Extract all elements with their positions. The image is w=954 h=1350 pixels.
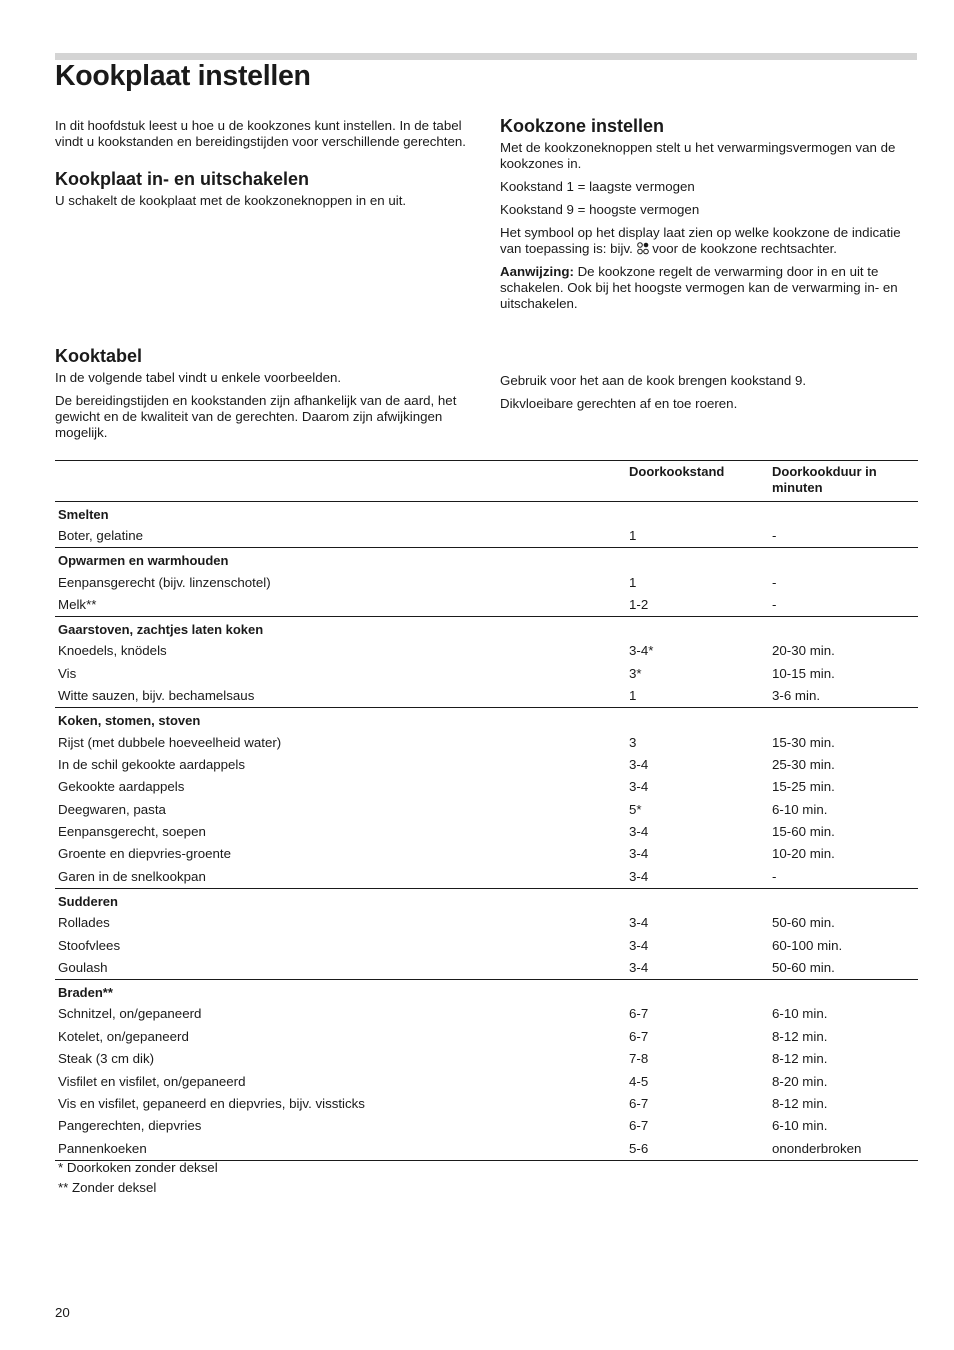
note-paragraph xyxy=(500,264,918,312)
table-group-row xyxy=(55,617,918,641)
kookzone-paragraph-1: Met de kookzoneknoppen stelt u het verwarmingsvermogen van de kookzones in. xyxy=(500,140,896,171)
table-row xyxy=(55,571,918,593)
kookzone-paragraph-4 xyxy=(500,225,918,257)
table-cell-stand: 3-4 xyxy=(629,779,649,795)
table-cell-stand: 3-4 xyxy=(629,824,649,840)
section-heading-onoff: Kookplaat in- en uitschakelen xyxy=(55,169,310,189)
table-row xyxy=(55,957,918,980)
kooktabel-left-column xyxy=(55,345,473,448)
table-cell-dish: Boter, gelatine xyxy=(55,525,627,548)
page-title: Kookplaat instellen xyxy=(55,60,311,92)
table-cell-duur: 20-30 min. xyxy=(772,643,835,659)
table-group-row xyxy=(55,980,918,1004)
table-cell-dish: Eenpansgerecht (bijv. linzenschotel) xyxy=(58,574,271,590)
header-doorkookduur: Doorkookduur in minuten xyxy=(770,461,918,502)
header-doorkookstand: Doorkookstand xyxy=(627,461,770,502)
table-cell-dish: Vis xyxy=(58,665,77,681)
table-cell-dish: Kotelet, on/gepaneerd xyxy=(58,1028,189,1044)
table-cell-duur: 10-15 min. xyxy=(772,665,835,681)
table-cell-duur: 8-12 min. xyxy=(772,1028,828,1044)
table-group-row xyxy=(55,548,918,572)
symbol-text-after: voor de kookzone rechtsachter. xyxy=(648,241,837,256)
table-group-title: Smelten xyxy=(58,507,109,522)
table-cell-duur: 25-30 min. xyxy=(772,756,835,772)
table-cell-duur: 6-10 min. xyxy=(772,801,828,817)
table-cell-stand: 5-6 xyxy=(627,1138,770,1161)
top-rule xyxy=(55,53,917,60)
table-group-row xyxy=(55,708,918,732)
table-cell-duur: 3-6 min. xyxy=(770,685,918,708)
intro-paragraph: In dit hoofdstuk leest u hoe u de kookzones kunt instellen. In de tabel vindt u kookstanden en bereidingstijden voor verschillende gerechten. xyxy=(55,118,466,149)
table-group-title: Sudderen xyxy=(58,894,118,910)
table-row xyxy=(55,1070,918,1092)
table-cell-dish: Groente en diepvries-groente xyxy=(58,846,231,862)
table-cell-duur: 8-20 min. xyxy=(772,1073,828,1089)
header-dish xyxy=(55,461,627,502)
table-cell-stand: 1 xyxy=(627,685,770,708)
table-cell-duur: 50-60 min. xyxy=(772,915,835,931)
table-cell-stand: 3 xyxy=(629,734,637,750)
table-cell-duur: 15-60 min. xyxy=(772,824,835,840)
table-cell-duur: 60-100 min. xyxy=(772,937,843,953)
table-group-title: Braden** xyxy=(58,985,113,1001)
table-cell-stand: 6-7 xyxy=(629,1006,649,1022)
table-cell-dish: Schnitzel, on/gepaneerd xyxy=(58,1006,202,1022)
table-cell-dish: Steak (3 cm dik) xyxy=(58,1051,155,1067)
table-cell-dish: Gekookte aardappels xyxy=(58,779,185,795)
table-cell-dish: Witte sauzen, bijv. bechamelsaus xyxy=(55,685,627,708)
table-cell-dish: Rijst (met dubbele hoeveelheid water) xyxy=(58,734,282,750)
table-cell-stand: 3-4 xyxy=(627,957,770,980)
kooktabel-tip-2: Dikvloeibare gerechten af en toe roeren. xyxy=(500,396,738,411)
note-label: Aanwijzing: xyxy=(500,264,574,279)
table-row xyxy=(55,934,918,956)
table-row xyxy=(55,663,918,685)
table-cell-duur: 8-12 min. xyxy=(772,1051,828,1067)
note-text: De kookzone regelt de verwarming door in en uit te schakelen. Ook bij het hoogste vermogen kan de verwarming in- en uitschakelen. xyxy=(500,264,898,311)
footnotes xyxy=(58,1158,218,1198)
table-cell-dish: Deegwaren, pasta xyxy=(58,801,166,817)
table-cell-dish: Melk** xyxy=(55,594,627,617)
left-intro-column xyxy=(55,118,473,216)
table-row xyxy=(55,1003,918,1025)
table-row xyxy=(55,799,918,821)
table-body xyxy=(55,502,918,1161)
table-row xyxy=(55,754,918,776)
table-cell-stand: 5* xyxy=(629,801,642,817)
kooktabel-paragraph-2: De bereidingstijden en kookstanden zijn afhankelijk van de aard, het gewicht en de kwaliteit van de gerechten. Daarom zijn afwijkingen mogelijk. xyxy=(55,393,457,440)
table-cell-duur: - xyxy=(770,594,918,617)
table-row xyxy=(55,1048,918,1070)
table-cell-stand: 3* xyxy=(629,665,642,681)
table-cell-stand: 3-4 xyxy=(629,846,649,862)
table-row xyxy=(55,912,918,934)
table-cell-stand: 3-4* xyxy=(629,643,654,659)
table-row xyxy=(55,843,918,865)
table-cell-dish: Visfilet en visfilet, on/gepaneerd xyxy=(58,1073,246,1089)
table-row xyxy=(55,594,918,617)
table-cell-duur: 6-10 min. xyxy=(772,1118,828,1134)
kookzone-paragraph-3: Kookstand 9 = hoogste vermogen xyxy=(500,202,700,217)
table-cell-dish: Garen in de snelkookpan xyxy=(55,866,627,889)
section-heading-kooktabel: Kooktabel xyxy=(55,346,143,366)
table-row xyxy=(55,821,918,843)
table-cell-stand: 3-4 xyxy=(629,756,649,772)
onoff-paragraph: U schakelt de kookplaat met de kookzoneknoppen in en uit. xyxy=(55,193,407,208)
table-cell-stand: 3-4 xyxy=(627,866,770,889)
table-row xyxy=(55,640,918,662)
table-cell-duur: 10-20 min. xyxy=(772,846,835,862)
table-cell-dish: Stoofvlees xyxy=(58,937,121,953)
kooktabel-paragraph-1: In de volgende tabel vindt u enkele voorbeelden. xyxy=(55,370,342,385)
table-row xyxy=(55,1115,918,1137)
table-cell-duur: 15-30 min. xyxy=(772,734,835,750)
table-cell-stand: 1 xyxy=(629,574,637,590)
symbol-text-before: Het symbool op het display laat zien op welke kookzone de indicatie van toepassing is: bijv. xyxy=(500,225,901,256)
table-cell-stand: 6-7 xyxy=(629,1096,649,1111)
table-cell-duur: - xyxy=(770,866,918,889)
table-row xyxy=(55,525,918,548)
table-cell-stand: 1-2 xyxy=(627,594,770,617)
cooking-zone-rear-right-icon xyxy=(637,242,649,255)
table-cell-dish: Rollades xyxy=(58,915,110,931)
table-group-title: Gaarstoven, zachtjes laten koken xyxy=(58,622,264,638)
table-cell-duur: ononderbroken xyxy=(770,1138,918,1161)
page-number: 20 xyxy=(55,1305,70,1320)
table-cell-duur: - xyxy=(772,574,777,590)
table-group-row xyxy=(55,502,918,526)
table-cell-stand: 4-5 xyxy=(629,1073,649,1089)
kooktabel-tip-1: Gebruik voor het aan de kook brengen kookstand 9. xyxy=(500,373,807,388)
table-cell-stand: 6-7 xyxy=(629,1118,649,1134)
table-cell-stand: 6-7 xyxy=(629,1028,649,1044)
table-cell-duur: 8-12 min. xyxy=(772,1096,828,1111)
table-header-row xyxy=(55,461,918,502)
table-cell-dish: Knoedels, knödels xyxy=(58,643,167,659)
table-cell-dish: Pangerechten, diepvries xyxy=(58,1118,202,1134)
table-group-title: Opwarmen en warmhouden xyxy=(58,553,229,569)
table-group-row xyxy=(55,889,918,913)
table-cell-dish: Goulash xyxy=(55,957,627,980)
right-intro-column xyxy=(500,115,918,319)
table-cell-dish: Pannenkoeken xyxy=(55,1138,627,1161)
table-row xyxy=(55,776,918,798)
table-cell-duur: 15-25 min. xyxy=(772,779,835,795)
footnote-2: ** Zonder deksel xyxy=(58,1180,157,1195)
table-cell-dish: In de schil gekookte aardappels xyxy=(58,756,246,772)
table-row xyxy=(55,866,918,889)
table-cell-duur: 6-10 min. xyxy=(772,1006,828,1022)
table-cell-dish: Vis en visfilet, gepaneerd en diepvries, bijv. vissticks xyxy=(58,1096,365,1111)
table-group-title: Koken, stomen, stoven xyxy=(58,713,201,729)
table-row xyxy=(55,731,918,753)
footnote-1: * Doorkoken zonder deksel xyxy=(58,1160,218,1175)
section-heading-kookzone: Kookzone instellen xyxy=(500,116,665,136)
table-cell-stand: 1 xyxy=(627,525,770,548)
table-cell-stand: 3-4 xyxy=(629,915,649,931)
cooking-table xyxy=(55,460,918,1161)
table-cell-duur: - xyxy=(770,525,918,548)
kookzone-paragraph-2: Kookstand 1 = laagste vermogen xyxy=(500,179,695,194)
table-row xyxy=(55,1026,918,1048)
table-cell-stand: 7-8 xyxy=(629,1051,649,1067)
table-cell-duur: 50-60 min. xyxy=(770,957,918,980)
kooktabel-right-column xyxy=(500,373,918,419)
table-row xyxy=(55,1093,918,1115)
table-row xyxy=(55,685,918,708)
table-cell-dish: Eenpansgerecht, soepen xyxy=(58,824,206,840)
table-cell-stand: 3-4 xyxy=(629,937,649,953)
